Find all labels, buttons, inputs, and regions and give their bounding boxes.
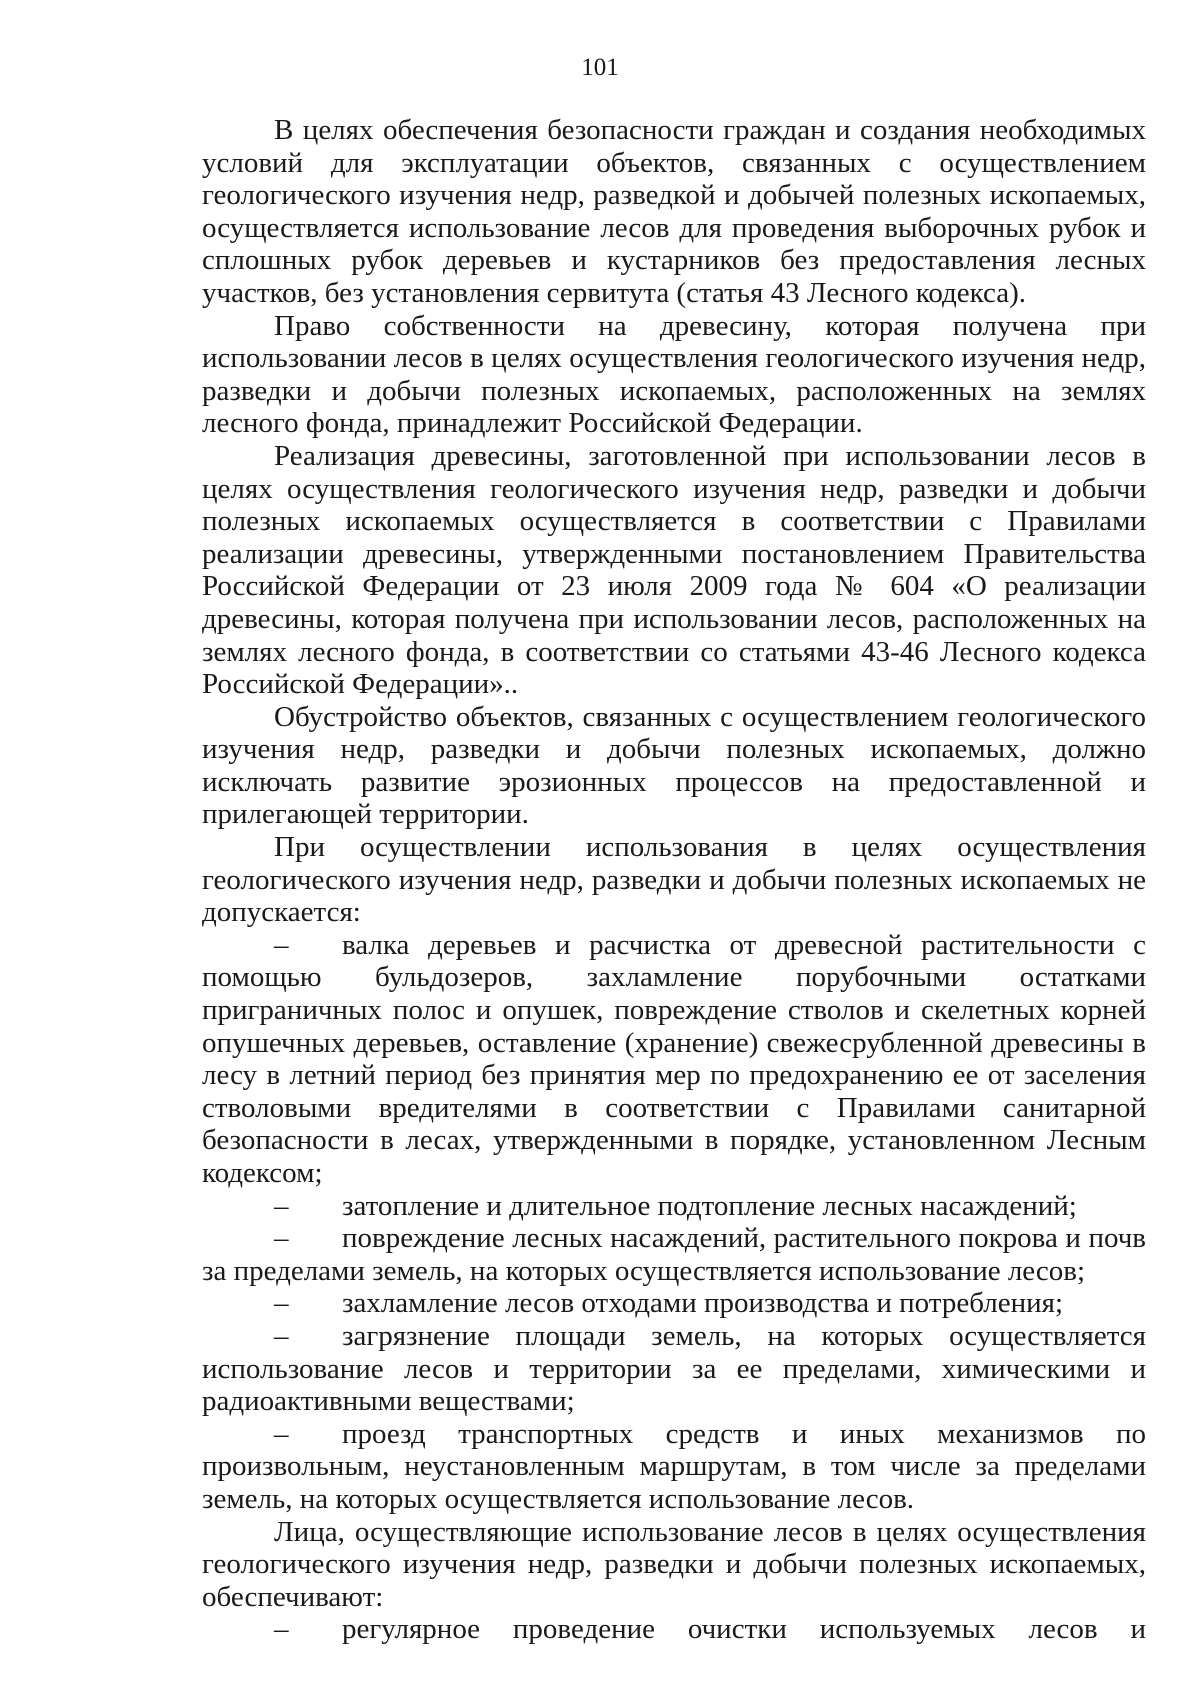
- document-body: [202, 114, 1146, 1646]
- list-dash: –: [274, 1189, 289, 1222]
- list-dash: –: [274, 1319, 289, 1352]
- paragraph-erosion-prevention: Обустройство объектов, связанных с осуществлением геологического изучения недр, разведки и добычи полезных ископаемых, должно исключать развитие эрозионных процессов на предоставленной и прилегающей территории.: [202, 700, 1146, 831]
- page-number: 101: [581, 54, 619, 81]
- list-dash: –: [274, 1613, 289, 1646]
- paragraph-prohibitions-intro: При осуществлении использования в целях осуществления геологического изучения недр, разведки и добычи полезных ископаемых не допускается:: [202, 831, 1146, 929]
- list-dash: –: [274, 928, 289, 961]
- list-dash: –: [274, 1417, 289, 1450]
- list-item-text: загрязнение площади земель, на которых осуществляется использование лесов и территории за ее пределами, химическими и радиоактивными веществами;: [202, 1319, 1146, 1418]
- list-item-text: валка деревьев и расчистка от древесной растительности с помощью бульдозеров, захламление порубочными остатками приграничных полос и опушек, повреждение стволов и скелетных корней опушечных деревьев, оставление (хранение) свежесрубленной древесины в лесу в летний период без принятия мер по предохранению ее от заселения стволовыми вредителями в соответствии с Правилами санитарной безопасности в лесах, утвержденными в порядке, установленном Лесным кодексом;: [202, 928, 1146, 1189]
- list-item-felling: [202, 929, 1146, 1190]
- list-dash: –: [274, 1222, 289, 1255]
- list-item-vehicle-passage: [202, 1418, 1146, 1516]
- paragraph-timber-sale: Реализация древесины, заготовленной при использовании лесов в целях осуществления геологического изучения недр, разведки и добычи полезных ископаемых осуществляется в соответствии с Правилами реализации древесины, утвержденными постановлением Правительства Российской Федерации от 23 июля 2009 года № 604 «О реализации древесины, которая получена при использовании лесов, расположенных на землях лесного фонда, в соответствии со статьями 43-46 Лесного кодекса Российской Федерации»..: [202, 439, 1146, 701]
- list-item-vegetation-damage: [202, 1222, 1146, 1287]
- list-item-waste-littering: [202, 1287, 1146, 1320]
- list-item-text: проезд транспортных средств и иных механизмов по произвольным, неустановленным маршрутам, в том числе за пределами земель, на которых осуществляется использование лесов.: [202, 1417, 1146, 1515]
- list-item-flooding: [202, 1190, 1146, 1223]
- paragraph-forest-use-safety: В целях обеспечения безопасности граждан и создания необходимых условий для эксплуатации объектов, связанных с осуществлением геологического изучения недр, разведкой и добычей полезных ископаемых, осуществляется использование лесов для проведения выборочных рубок и сплошных рубок деревьев и кустарников без предоставления лесных участков, без установления сервитута (статья 43 Лесного кодекса).: [202, 114, 1146, 309]
- list-item-text: регулярное проведение очистки используемых лесов и: [342, 1613, 1146, 1646]
- paragraph-timber-ownership: Право собственности на древесину, которая получена при использовании лесов в целях осуществления геологического изучения недр, разведки и добычи полезных ископаемых, расположенных на землях лесного фонда, принадлежит Российской Федерации.: [202, 309, 1146, 440]
- list-item-contamination: [202, 1320, 1146, 1418]
- list-item-text: захламление лесов отходами производства и потребления;: [342, 1287, 1064, 1320]
- list-item-text: повреждение лесных насаждений, растительного покрова и почв за пределами земель, на которых осуществляется использование лесов;: [202, 1222, 1146, 1287]
- list-item-text: затопление и длительное подтопление лесных насаждений;: [342, 1189, 1077, 1222]
- list-dash: –: [274, 1287, 289, 1320]
- paragraph-obligations-intro: Лица, осуществляющие использование лесов в целях осуществления геологического изучения недр, разведки и добычи полезных ископаемых, обеспечивают:: [202, 1515, 1146, 1613]
- list-item-regular-cleaning: [202, 1613, 1146, 1646]
